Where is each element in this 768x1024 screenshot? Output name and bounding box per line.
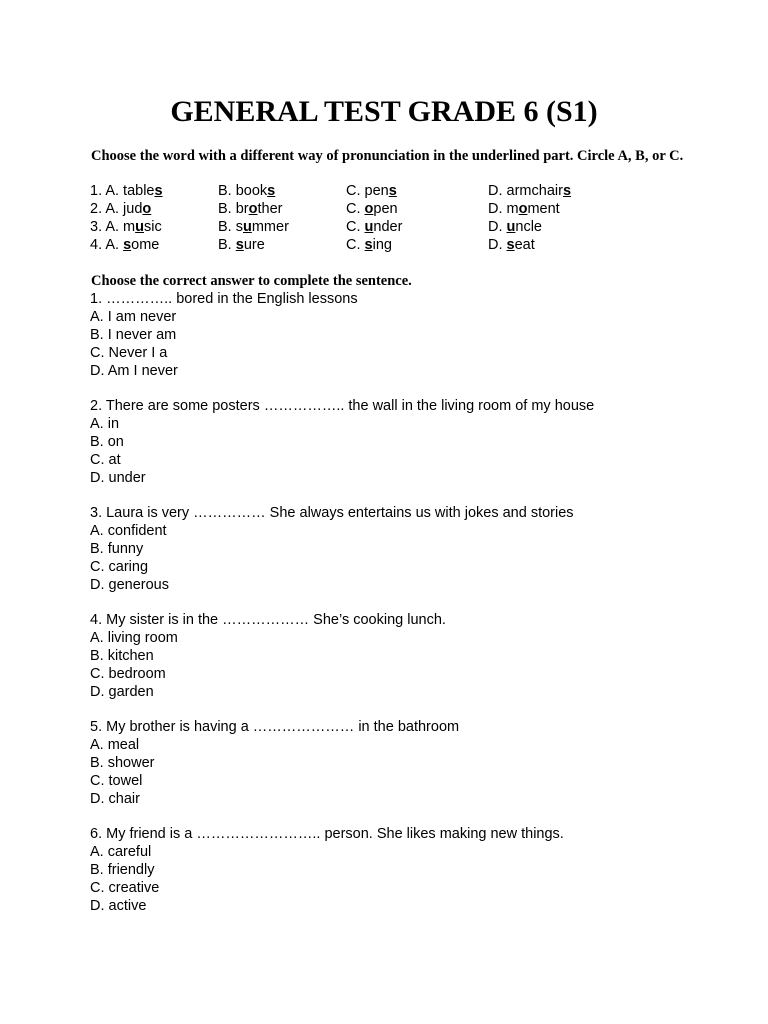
pron-option[interactable]: B. books: [218, 183, 276, 199]
pron-row: [90, 236, 690, 254]
pron-option[interactable]: B. summer: [218, 219, 289, 235]
answer-option[interactable]: D. active: [90, 898, 147, 914]
answer-option[interactable]: C. bedroom: [90, 666, 166, 682]
pron-option[interactable]: D. moment: [488, 201, 560, 217]
answer-option[interactable]: D. garden: [90, 684, 154, 700]
answer-option[interactable]: A. careful: [90, 844, 152, 860]
answer-option[interactable]: C. towel: [90, 773, 143, 789]
question-text: 5. My brother is having a ………………… in the bathroom: [90, 719, 460, 735]
answer-option[interactable]: B. friendly: [90, 862, 155, 878]
answer-option[interactable]: D. generous: [90, 577, 169, 593]
section1-instruction: Choose the word with a different way of pronunciation in the underlined part. Circle A, B, or C.: [91, 148, 684, 164]
page-title: GENERAL TEST GRADE 6 (S1): [170, 95, 598, 128]
answer-option[interactable]: C. Never I a: [90, 345, 168, 361]
pron-row: [90, 218, 690, 236]
answer-option[interactable]: C. creative: [90, 880, 160, 896]
section2-instruction: Choose the correct answer to complete the sentence.: [91, 273, 412, 289]
answer-option[interactable]: C. at: [90, 452, 121, 468]
pron-option[interactable]: C. under: [346, 219, 403, 235]
question-text: 6. My friend is a …………………….. person. She likes making new things.: [90, 826, 564, 842]
pron-option[interactable]: 4. A. some: [90, 237, 160, 253]
question-text: 2. There are some posters …………….. the wall in the living room of my house: [90, 398, 595, 414]
answer-option[interactable]: A. confident: [90, 523, 167, 539]
pron-option[interactable]: 3. A. music: [90, 219, 162, 235]
pron-row: [90, 182, 690, 200]
pron-option[interactable]: B. brother: [218, 201, 283, 217]
pron-option[interactable]: 1. A. tables: [90, 183, 163, 199]
pron-row: [90, 200, 690, 218]
answer-option[interactable]: B. funny: [90, 541, 144, 557]
question-text: 3. Laura is very …………… She always entertains us with jokes and stories: [90, 505, 574, 521]
question-text: 4. My sister is in the ……………… She’s cooking lunch.: [90, 612, 446, 628]
answer-option[interactable]: D. under: [90, 470, 146, 486]
pron-option[interactable]: D. seat: [488, 237, 535, 253]
pron-option[interactable]: C. sing: [346, 237, 392, 253]
answer-option[interactable]: B. kitchen: [90, 648, 154, 664]
answer-option[interactable]: B. I never am: [90, 327, 177, 343]
answer-option[interactable]: A. living room: [90, 630, 178, 646]
answer-option[interactable]: A. in: [90, 416, 120, 432]
answer-option[interactable]: D. Am I never: [90, 363, 178, 379]
answer-option[interactable]: C. caring: [90, 559, 149, 575]
pron-option[interactable]: D. uncle: [488, 219, 542, 235]
pron-option[interactable]: 2. A. judo: [90, 201, 152, 217]
answer-option[interactable]: B. on: [90, 434, 124, 450]
answer-option[interactable]: A. meal: [90, 737, 140, 753]
pron-option[interactable]: C. pens: [346, 183, 397, 199]
question-text: 1. ………….. bored in the English lessons: [90, 291, 358, 307]
pron-option[interactable]: B. sure: [218, 237, 265, 253]
pron-option[interactable]: D. armchairs: [488, 183, 572, 199]
answer-option[interactable]: D. chair: [90, 791, 140, 807]
answer-option[interactable]: B. shower: [90, 755, 155, 771]
pron-option[interactable]: C. open: [346, 201, 398, 217]
answer-option[interactable]: A. I am never: [90, 309, 177, 325]
